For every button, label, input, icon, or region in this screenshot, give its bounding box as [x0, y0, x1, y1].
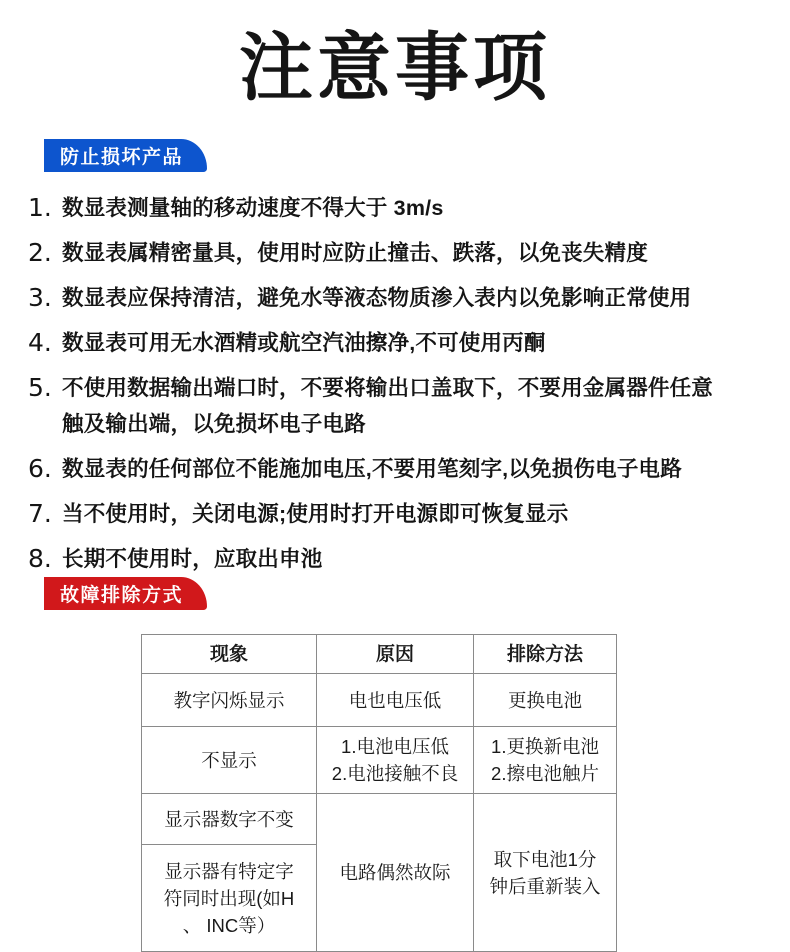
list-item-number: 8.	[28, 544, 52, 573]
cell-line: 取下电池1分	[493, 848, 597, 870]
list-item-text	[62, 496, 784, 532]
list-item	[28, 451, 784, 487]
section-badge-troubleshooting	[44, 577, 207, 610]
list-item-text	[62, 190, 784, 226]
cell-solution	[474, 794, 617, 952]
cell-cause: 电也电压低	[317, 674, 474, 727]
list-item-line: 长期不使用时，应取出申池	[62, 547, 323, 571]
table-row	[142, 794, 617, 845]
list-item-text	[62, 451, 784, 487]
list-item-line: 数显表属精密量具，使用时应防止撞击、跌落，以免丧失精度	[62, 241, 648, 265]
list-item	[28, 370, 784, 442]
list-item-line: 数显表应保持清洁，避免水等液态物质渗入表内以免影响正常使用	[62, 286, 692, 310]
cell-line: 、 INC等）	[182, 914, 276, 936]
list-item-text	[62, 370, 784, 442]
list-item-text	[62, 235, 784, 271]
list-item-number: 5.	[28, 373, 52, 402]
table-header-solution: 排除方法	[474, 635, 617, 674]
cell-line: 2.擦电池触片	[491, 763, 599, 784]
list-item	[28, 496, 784, 532]
notice-list	[28, 190, 784, 586]
list-item-line: 数显表的任何部位不能施加电压,不要用笔刻字,以免损伤电子电路	[62, 457, 682, 481]
cell-line: 显示器有特定字	[164, 860, 294, 882]
list-item-text	[62, 325, 784, 361]
cell-line: 符同时出现(如H	[163, 887, 295, 909]
cell-phenomenon: 不显示	[142, 727, 317, 794]
list-item-line: 不使用数据输出端口时，不要将输出口盖取下，不要用金属器件任意	[62, 376, 714, 400]
table-row	[142, 674, 617, 727]
cell-line: 2.电池接触不良	[331, 763, 459, 784]
cell-line: 钟后重新装入	[489, 875, 601, 897]
list-item-line: 数显表可用无水酒精或航空汽油擦净,不可使用丙酮	[62, 331, 546, 355]
list-item-number: 4.	[28, 328, 52, 357]
list-item	[28, 190, 784, 226]
troubleshooting-table-wrapper	[141, 634, 616, 952]
page-title: 注意事项	[239, 26, 551, 109]
list-item-number: 6.	[28, 454, 52, 483]
list-item-line: 数显表测量轴的移动速度不得大于 3m/s	[62, 196, 444, 220]
list-item-number: 2.	[28, 238, 52, 267]
cell-phenomenon: 显示器数字不变	[142, 794, 317, 845]
section-badge-label: 故障排除方式	[60, 585, 184, 606]
list-item-number: 3.	[28, 283, 52, 312]
troubleshooting-table	[141, 634, 617, 952]
cell-line: 1.电池电压低	[341, 736, 449, 757]
list-item	[28, 325, 784, 361]
section-badge-label: 防止损坏产品	[60, 147, 184, 168]
list-item	[28, 235, 784, 271]
table-header-cause: 原因	[317, 635, 474, 674]
table-header-row	[142, 635, 617, 674]
cell-solution: 更换电池	[474, 674, 617, 727]
list-item-text	[62, 280, 784, 316]
list-item-line: 触及输出端，以免损坏电子电路	[62, 412, 366, 436]
list-item-number: 7.	[28, 499, 52, 528]
table-header-phenomenon: 现象	[142, 635, 317, 674]
cell-phenomenon: 教字闪烁显示	[142, 674, 317, 727]
list-item-number: 1.	[28, 193, 52, 222]
cell-cause	[317, 727, 474, 794]
list-item	[28, 541, 784, 577]
cell-line: 1.更换新电池	[491, 736, 599, 757]
section-badge-prevent-damage	[44, 139, 207, 172]
list-item-text	[62, 541, 784, 577]
cell-cause: 电路偶然故际	[317, 794, 474, 952]
cell-solution	[474, 727, 617, 794]
list-item-line: 当不使用时，关闭电源;使用时打开电源即可恢复显示	[62, 502, 569, 526]
list-item	[28, 280, 784, 316]
table-row	[142, 727, 617, 794]
cell-phenomenon	[142, 845, 317, 952]
